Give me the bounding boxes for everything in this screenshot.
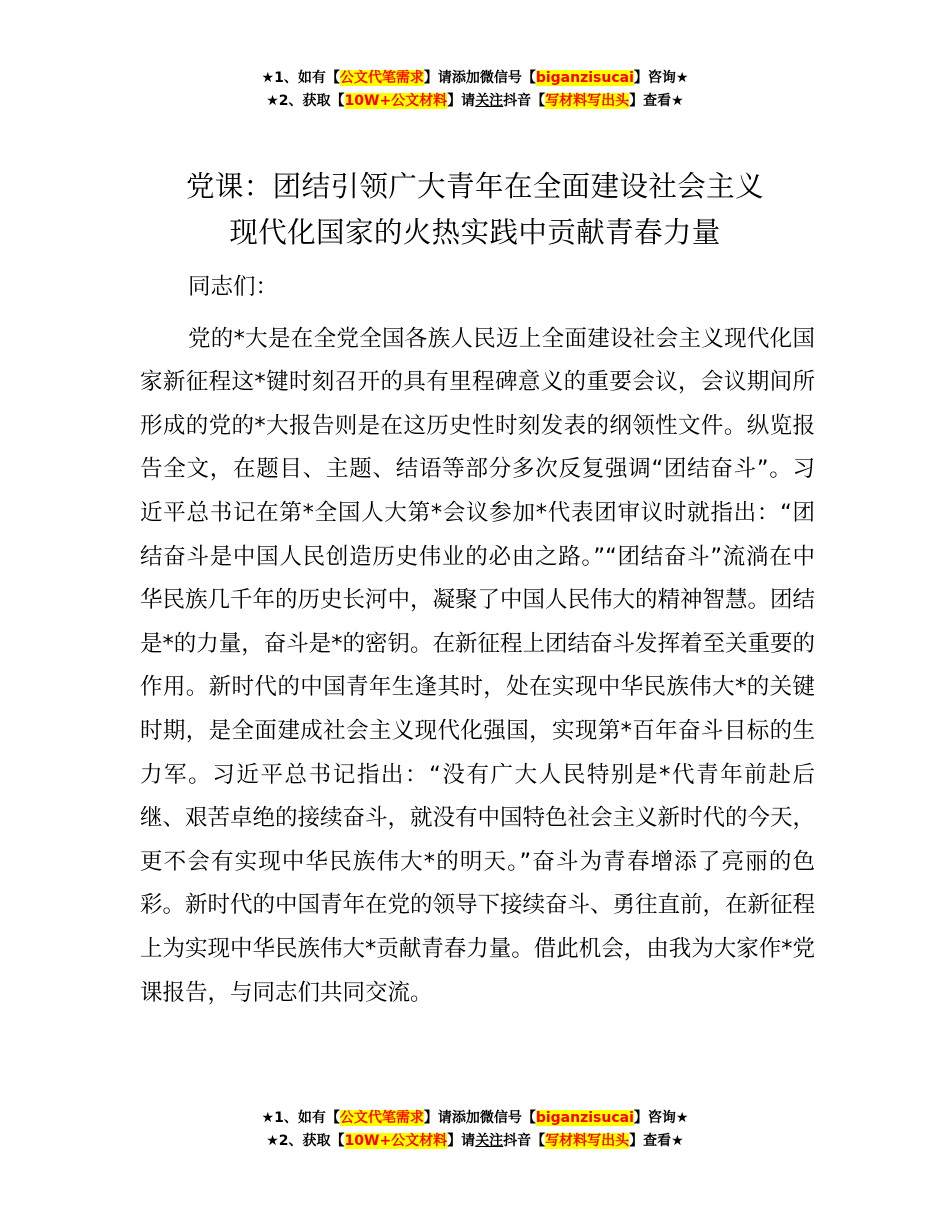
title-line-2: 现代化国家的火热实践中贡献青春力量 — [229, 216, 721, 249]
promo-highlight: 写材料写出头 — [545, 1133, 630, 1149]
promo-highlight: biganzisucai — [535, 1110, 634, 1126]
promo-text: 】咨询★ — [633, 1110, 689, 1126]
promo-text: 抖音【 — [503, 1133, 546, 1149]
promo-text: 】请 — [447, 93, 476, 109]
body-paragraph: 党的*大是在全党全国各族人民迈上全面建设社会主义现代化国家新征程这*键时刻召开的具有里程碑意义的重要会议，会议期间所形成的党的*大报告则是在这历史性时刻发表的纲领性文件。纵览报告全文，在题目、主题、结语等部分多次反复强调“团结奋斗”。习近平总书记在第*全国人大第*会议参加*代表团审议时就指出：“团结奋斗是中国人民创造历史伟业的必由之路。”“团结奋斗”流淌在中华民族几千年的历史长河中，凝聚了中国人民伟大的精神智慧。团结是*的力量，奋斗是*的密钥。在新征程上团结奋斗发挥着至关重要的作用。新时代的中国青年生逢其时，处在实现中华民族伟大*的关键时期，是全面建成社会主义现代化强国，实现第*百年奋斗目标的生力军。习近平总书记指出：“没有广大人民特别是*代青年前赴后继、艰苦卓绝的接续奋斗，就没有中国特色社会主义新时代的今天，更不会有实现中华民族伟大*的明天。”奋斗为青春增添了亮丽的色彩。新时代的中国青年在党的领导下接续奋斗、勇往直前，在新征程上为实现中华民族伟大*贡献青春力量。借此机会，由我为大家作*党课报告，与同志们共同交流。 — [140, 325, 816, 1006]
promo-highlight: 写材料写出头 — [545, 93, 630, 109]
promo-line-2 — [0, 1130, 950, 1153]
promo-highlight: biganzisucai — [535, 70, 634, 86]
promo-text: 】查看★ — [629, 93, 684, 109]
promo-line-1 — [0, 1107, 950, 1130]
promo-underlined: 关注 — [475, 93, 504, 109]
title-line-1: 党课：团结引领广大青年在全面建设社会主义 — [185, 170, 764, 203]
promo-text: 】请添加微信号【 — [423, 1110, 536, 1126]
promo-text: ★2、获取【 — [266, 93, 345, 109]
header-promo — [0, 67, 950, 113]
promo-text: ★1、如有【 — [261, 1110, 340, 1126]
document-title — [0, 164, 950, 256]
greeting: 同志们： — [188, 274, 279, 300]
promo-highlight: 公文代笔需求 — [339, 1110, 424, 1126]
promo-text: 抖音【 — [503, 93, 546, 109]
promo-text: 】查看★ — [629, 1133, 684, 1149]
promo-highlight: 公文代笔需求 — [339, 70, 424, 86]
promo-highlight: 10W+公文材料 — [344, 1133, 448, 1149]
promo-text: 】请 — [447, 1133, 476, 1149]
promo-line-2 — [0, 90, 950, 113]
document-body — [140, 266, 815, 1015]
promo-text: 】请添加微信号【 — [423, 70, 536, 86]
promo-text: ★2、获取【 — [266, 1133, 345, 1149]
promo-line-1 — [0, 67, 950, 90]
footer-promo — [0, 1107, 950, 1153]
promo-underlined: 关注 — [475, 1133, 504, 1149]
promo-text: 】咨询★ — [633, 70, 689, 86]
promo-text: ★1、如有【 — [261, 70, 340, 86]
promo-highlight: 10W+公文材料 — [344, 93, 448, 109]
